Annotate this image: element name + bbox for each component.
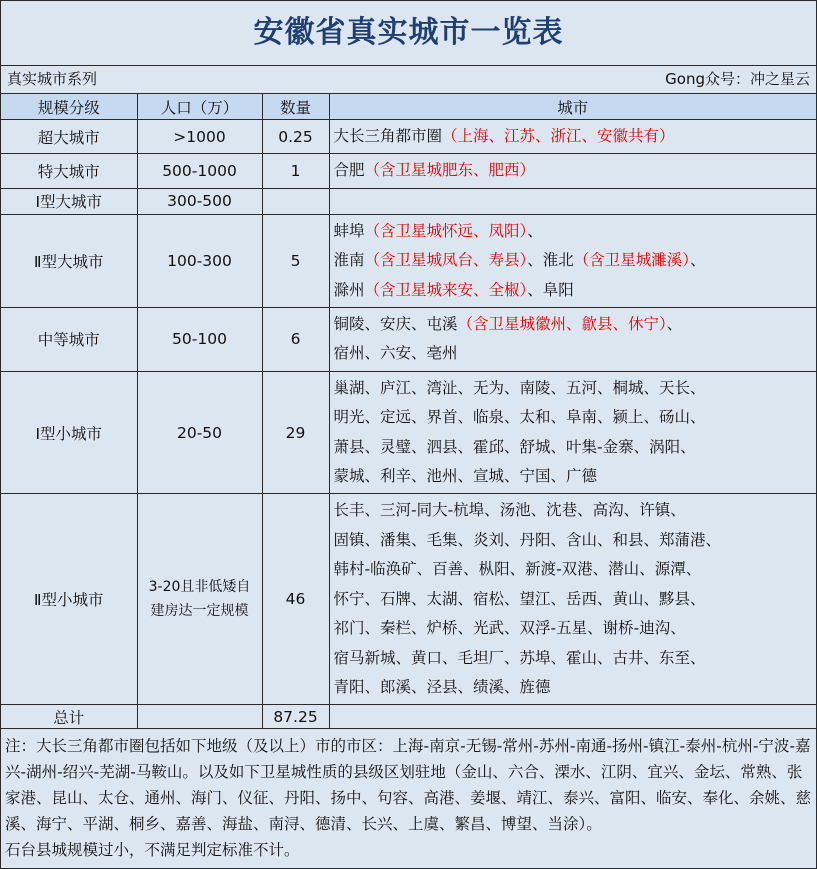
city-text: 、淮北 bbox=[527, 251, 574, 270]
city-text: 大长三角都市圈 bbox=[333, 127, 443, 145]
row-population: 20-50 bbox=[137, 371, 262, 494]
city-note-red: （上海、江苏、浙江、安徽共有） bbox=[442, 127, 675, 145]
city-line bbox=[334, 217, 813, 246]
city-text: 、 bbox=[690, 251, 706, 270]
row-population: 300-500 bbox=[137, 188, 262, 214]
city-text: 、阜阳 bbox=[527, 280, 574, 299]
city-line bbox=[334, 462, 813, 491]
city-text: 淮南 bbox=[333, 251, 365, 270]
city-line bbox=[334, 156, 813, 185]
table-row bbox=[1, 371, 816, 494]
city-line bbox=[334, 122, 813, 151]
row-count: 1 bbox=[262, 154, 329, 188]
table-row bbox=[1, 120, 816, 154]
city-line bbox=[334, 673, 813, 702]
row-population: 50-100 bbox=[137, 308, 262, 372]
row-grade: 超大城市 bbox=[1, 120, 137, 154]
row-count: 46 bbox=[262, 494, 329, 705]
row-count: 6 bbox=[262, 308, 329, 372]
city-text: 韩村-临涣矿、百善、枞阳、新渡-双港、潜山、源潭、 bbox=[333, 560, 702, 579]
header-count: 数量 bbox=[262, 94, 329, 120]
row-grade: Ⅱ型大城市 bbox=[1, 214, 137, 307]
footnotes bbox=[1, 729, 816, 863]
row-cities bbox=[329, 308, 816, 372]
footnote-main: 注：大长三角都市圈包括如下地级（及以上）市的市区：上海-南京-无锡-常州-苏州-南通-扬州-镇江-泰州-杭州-宁波-嘉兴-湖州-绍兴-芜湖-马鞍山。以及如下卫星城性质的县级区划驻地（金山、六合、溧水、江阴、宜兴、金坛、常熟、张家港、昆山、太仓、通州、海门、仪征、丹阳、扬中、句容、高港、姜堰、靖江、泰兴、富阳、临安、奉化、余姚、慈溪、海宁、平湖、桐乡、嘉善、海盐、南浔、德清、长兴、上虞、繁昌、博望、当涂）。 bbox=[5, 737, 812, 834]
city-note-red: （含卫星城来安、全椒） bbox=[364, 280, 528, 299]
row-grade: Ⅰ型大城市 bbox=[1, 188, 137, 214]
row-cities bbox=[329, 154, 816, 188]
total-empty-cell bbox=[329, 705, 816, 729]
city-text: 、 bbox=[527, 221, 543, 240]
row-grade: Ⅱ型小城市 bbox=[1, 494, 137, 705]
row-population: 3-20且非低矮自建房达一定规模 bbox=[137, 494, 262, 705]
city-text: 合肥 bbox=[333, 161, 365, 180]
row-population: >1000 bbox=[137, 120, 262, 154]
row-grade: 特大城市 bbox=[1, 154, 137, 188]
table-row bbox=[1, 214, 816, 307]
city-text: 宿马新城、黄口、毛坦厂、苏埠、霍山、古井、东至、 bbox=[333, 648, 706, 667]
city-text: 祁门、秦栏、炉桥、光武、双浮-五星、谢桥-迪沟、 bbox=[333, 619, 686, 638]
row-count: 29 bbox=[262, 371, 329, 494]
city-line bbox=[334, 276, 813, 305]
city-text: 长丰、三河-同大-杭埠、汤池、沈巷、高沟、许镇、 bbox=[333, 501, 686, 520]
row-count bbox=[262, 188, 329, 214]
header-population: 人口（万） bbox=[137, 94, 262, 120]
city-text: 宿州、六安、亳州 bbox=[333, 344, 458, 363]
city-text: 怀宁、石牌、太湖、宿松、望江、岳西、黄山、黟县、 bbox=[333, 589, 706, 608]
row-population: 500-1000 bbox=[137, 154, 262, 188]
city-line bbox=[334, 339, 813, 368]
subheader-row bbox=[1, 66, 816, 94]
city-text: 固镇、潘集、毛集、炎刘、丹阳、含山、和县、郑蒲港、 bbox=[333, 530, 722, 549]
row-cities bbox=[329, 494, 816, 705]
city-line bbox=[334, 644, 813, 673]
table-header-row bbox=[1, 94, 816, 120]
table-row bbox=[1, 494, 816, 705]
city-line bbox=[334, 310, 813, 339]
city-line bbox=[334, 246, 813, 275]
total-label: 总计 bbox=[1, 705, 137, 729]
city-line bbox=[334, 433, 813, 462]
city-note-red: （含卫星城肥东、肥西） bbox=[364, 161, 536, 180]
city-line bbox=[334, 585, 813, 614]
city-text: 铜陵、安庆、屯溪 bbox=[333, 315, 458, 334]
header-grade: 规模分级 bbox=[1, 94, 137, 120]
city-text: 蚌埠 bbox=[333, 221, 365, 240]
row-population: 100-300 bbox=[137, 214, 262, 307]
footnote-exclusion: 石台县城规模过小，不满足判定标准不计。 bbox=[5, 841, 300, 860]
table-row bbox=[1, 188, 816, 214]
city-note-red: （含卫星城徽州、歙县、休宁） bbox=[457, 315, 667, 334]
total-row bbox=[1, 705, 816, 729]
series-label: 真实城市系列 bbox=[7, 70, 98, 88]
row-cities bbox=[329, 188, 816, 214]
city-text: 巢湖、庐江、湾沚、无为、南陵、五河、桐城、天长、 bbox=[333, 378, 706, 397]
row-grade: 中等城市 bbox=[1, 308, 137, 372]
city-text: 、 bbox=[666, 315, 683, 334]
city-line bbox=[334, 496, 813, 525]
row-cities bbox=[329, 371, 816, 494]
city-note-red: （含卫星城濉溪） bbox=[573, 251, 691, 270]
page-title: 安徽省真实城市一览表 bbox=[1, 1, 816, 66]
table-row bbox=[1, 308, 816, 372]
city-line bbox=[334, 374, 813, 403]
row-grade: Ⅰ型小城市 bbox=[1, 371, 137, 494]
city-note-red: （含卫星城怀远、凤阳） bbox=[364, 221, 528, 240]
city-text: 青阳、郎溪、泾县、绩溪、旌德 bbox=[333, 677, 551, 696]
city-note-red: （含卫星城凤台、寿县） bbox=[364, 251, 528, 270]
table-body bbox=[1, 120, 816, 729]
city-text: 滁州 bbox=[333, 280, 365, 299]
row-count: 5 bbox=[262, 214, 329, 307]
city-table bbox=[1, 94, 816, 729]
table-row bbox=[1, 154, 816, 188]
row-cities bbox=[329, 214, 816, 307]
city-text: 明光、定远、界首、临泉、太和、阜南、颍上、砀山、 bbox=[333, 408, 706, 427]
city-line bbox=[334, 526, 813, 555]
header-cities: 城市 bbox=[329, 94, 816, 120]
city-text: 萧县、灵璧、泗县、霍邱、舒城、叶集-金寨、涡阳、 bbox=[333, 437, 696, 456]
city-line bbox=[334, 403, 813, 432]
city-line bbox=[334, 555, 813, 584]
city-text: 蒙城、利辛、池州、宣城、宁国、广德 bbox=[333, 467, 598, 486]
row-count: 0.25 bbox=[262, 120, 329, 154]
total-count: 87.25 bbox=[262, 705, 329, 729]
row-cities bbox=[329, 120, 816, 154]
total-empty-cell bbox=[137, 705, 262, 729]
account-label: Gong众号：冲之星云 bbox=[665, 70, 810, 88]
city-line bbox=[334, 614, 813, 643]
